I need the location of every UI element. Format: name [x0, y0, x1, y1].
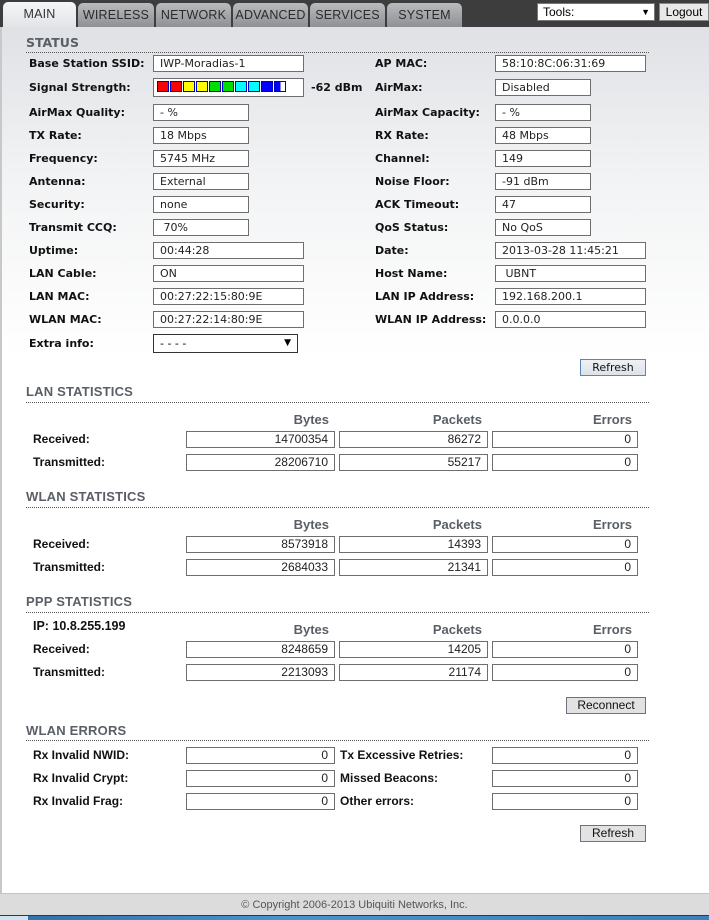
bytes-column-header: Bytes [293, 622, 329, 637]
lan-received-bytes: 14700354 [186, 431, 335, 448]
packets-column-header: Packets [432, 622, 482, 637]
channel-label: Channel: [375, 152, 430, 165]
transmit-ccq-value: 70% [153, 219, 249, 236]
ap-mac-value: 58:10:8C:06:31:69 [495, 55, 646, 72]
divider [26, 52, 649, 53]
ppp-received-label: Received: [33, 642, 90, 656]
ppp-transmitted-packets: 21174 [339, 664, 488, 681]
frequency-value: 5745 MHz [153, 150, 249, 167]
transmit-ccq-label: Transmit CCQ: [29, 221, 117, 234]
host-name-label: Host Name: [375, 267, 448, 280]
host-name-value: UBNT [495, 265, 646, 282]
lan-received-label: Received: [33, 432, 90, 446]
wlan-received-label: Received: [33, 537, 90, 551]
wlan-stats-title: WLAN STATISTICS [26, 489, 146, 504]
lan-stats-title: LAN STATISTICS [26, 384, 134, 399]
signal-segment [183, 81, 195, 92]
errors-column-header: Errors [592, 517, 632, 532]
packets-column-header: Packets [432, 412, 482, 427]
frequency-label: Frequency: [29, 152, 98, 165]
uptime-label: Uptime: [29, 244, 79, 257]
wlan-received-errors: 0 [492, 536, 638, 553]
ack-timeout-label: ACK Timeout: [375, 198, 460, 211]
signal-segment [274, 81, 286, 92]
airmax-quality-value: - % [153, 104, 249, 121]
antenna-label: Antenna: [29, 175, 86, 188]
tab-network[interactable]: NETWORK [156, 3, 231, 27]
status-refresh-button[interactable]: Refresh [580, 359, 646, 376]
rx-rate-label: RX Rate: [375, 129, 429, 142]
divider [26, 740, 649, 741]
wlan-transmitted-bytes: 2684033 [186, 559, 335, 576]
airmax-label: AirMax: [375, 81, 423, 94]
wlan-received-bytes: 8573918 [186, 536, 335, 553]
ppp-transmitted-bytes: 2213093 [186, 664, 335, 681]
wlan-mac-label: WLAN MAC: [29, 313, 102, 326]
tx-rate-value: 18 Mbps [153, 127, 249, 144]
top-nav-bar [0, 0, 709, 27]
main-panel [0, 27, 709, 893]
wlan-mac-value: 00:27:22:14:80:9E [153, 311, 304, 328]
signal-strength-bar [153, 78, 304, 97]
lan-ip-value: 192.168.200.1 [495, 288, 646, 305]
airmax-value: Disabled [495, 79, 591, 96]
uptime-value: 00:44:28 [153, 242, 304, 259]
rx-invalid-nwid-label: Rx Invalid NWID: [33, 748, 130, 762]
lan-transmitted-packets: 55217 [339, 454, 488, 471]
lan-mac-label: LAN MAC: [29, 290, 90, 303]
signal-segment [170, 81, 182, 92]
signal-segment [209, 81, 221, 92]
signal-strength-label: Signal Strength: [29, 81, 131, 94]
ppp-received-packets: 14205 [339, 641, 488, 658]
missed-beacons-label: Missed Beacons: [340, 771, 439, 785]
signal-segment [222, 81, 234, 92]
ap-mac-label: AP MAC: [375, 57, 428, 70]
lan-mac-value: 00:27:22:15:80:9E [153, 288, 304, 305]
lan-cable-value: ON [153, 265, 304, 282]
extra-info-value: - - - - [160, 337, 187, 350]
signal-segment [261, 81, 273, 92]
lan-transmitted-bytes: 28206710 [186, 454, 335, 471]
lan-received-errors: 0 [492, 431, 638, 448]
reconnect-button[interactable]: Reconnect [566, 697, 646, 714]
tab-main[interactable]: MAIN [3, 2, 76, 27]
wlan-transmitted-label: Transmitted: [33, 560, 106, 574]
ssid-label: Base Station SSID: [29, 57, 145, 70]
errors-column-header: Errors [592, 412, 632, 427]
tx-rate-label: TX Rate: [29, 129, 82, 142]
signal-segment [235, 81, 247, 92]
ppp-transmitted-label: Transmitted: [33, 665, 106, 679]
bytes-column-header: Bytes [293, 412, 329, 427]
logout-button[interactable]: Logout [659, 3, 709, 21]
lan-received-packets: 86272 [339, 431, 488, 448]
signal-segment [157, 81, 169, 92]
rx-invalid-frag-label: Rx Invalid Frag: [33, 794, 124, 808]
other-errors-label: Other errors: [340, 794, 415, 808]
signal-segment [196, 81, 208, 92]
ack-timeout-value: 47 [495, 196, 591, 213]
antenna-value: External [153, 173, 249, 190]
wlan-transmitted-packets: 21341 [339, 559, 488, 576]
packets-column-header: Packets [432, 517, 482, 532]
rx-invalid-frag-value: 0 [186, 793, 335, 810]
tab-system[interactable]: SYSTEM [387, 3, 462, 27]
signal-segment [248, 81, 260, 92]
lan-transmitted-errors: 0 [492, 454, 638, 471]
tab-advanced[interactable]: ADVANCED [233, 3, 308, 27]
rx-rate-value: 48 Mbps [495, 127, 591, 144]
bytes-column-header: Bytes [293, 517, 329, 532]
tx-excessive-retries-value: 0 [492, 747, 638, 764]
tab-services[interactable]: SERVICES [310, 3, 385, 27]
tx-excessive-retries-label: Tx Excessive Retries: [340, 748, 464, 762]
date-value: 2013-03-28 11:45:21 [495, 242, 646, 259]
ppp-received-errors: 0 [492, 641, 638, 658]
status-section-title: STATUS [26, 35, 79, 50]
os-taskbar [0, 915, 709, 920]
airmax-quality-label: AirMax Quality: [29, 106, 125, 119]
divider [26, 507, 649, 508]
lan-ip-label: LAN IP Address: [375, 290, 475, 303]
ppp-transmitted-errors: 0 [492, 664, 638, 681]
qos-status-value: No QoS [495, 219, 591, 236]
signal-dbm-value: -62 dBm [311, 81, 363, 94]
security-value: none [153, 196, 249, 213]
footer-copyright: © Copyright 2006-2013 Ubiquiti Networks, Inc. [0, 893, 709, 915]
airmax-capacity-label: AirMax Capacity: [375, 106, 480, 119]
lan-transmitted-label: Transmitted: [33, 455, 106, 469]
ppp-received-bytes: 8248659 [186, 641, 335, 658]
rx-invalid-nwid-value: 0 [186, 747, 335, 764]
dropdown-arrow-icon: ▼ [641, 7, 650, 17]
ppp-ip-address: IP: 10.8.255.199 [33, 619, 126, 633]
channel-value: 149 [495, 150, 591, 167]
qos-status-label: QoS Status: [375, 221, 449, 234]
wlan-ip-label: WLAN IP Address: [375, 313, 487, 326]
wlan-errors-title: WLAN ERRORS [26, 723, 127, 738]
extra-info-label: Extra info: [29, 337, 94, 350]
dropdown-arrow-icon: ▼ [284, 338, 291, 348]
ppp-stats-title: PPP STATISTICS [26, 594, 133, 609]
errors-column-header: Errors [592, 622, 632, 637]
tools-dropdown-value: Tools: [543, 5, 575, 19]
security-label: Security: [29, 198, 85, 211]
date-label: Date: [375, 244, 409, 257]
errors-refresh-button[interactable]: Refresh [580, 825, 646, 842]
other-errors-value: 0 [492, 793, 638, 810]
extra-info-dropdown[interactable] [153, 334, 298, 353]
divider [26, 402, 649, 403]
wlan-ip-value: 0.0.0.0 [495, 311, 646, 328]
ssid-value: IWP-Moradias-1 [153, 55, 304, 72]
airmax-capacity-value: - % [495, 104, 591, 121]
rx-invalid-crypt-label: Rx Invalid Crypt: [33, 771, 129, 785]
taskbar-start-button[interactable] [0, 916, 28, 920]
missed-beacons-value: 0 [492, 770, 638, 787]
wlan-transmitted-errors: 0 [492, 559, 638, 576]
noise-floor-label: Noise Floor: [375, 175, 450, 188]
wlan-received-packets: 14393 [339, 536, 488, 553]
tools-dropdown[interactable] [537, 3, 655, 21]
rx-invalid-crypt-value: 0 [186, 770, 335, 787]
lan-cable-label: LAN Cable: [29, 267, 97, 280]
tab-wireless[interactable]: WIRELESS [78, 3, 154, 27]
divider [26, 612, 649, 613]
noise-floor-value: -91 dBm [495, 173, 591, 190]
